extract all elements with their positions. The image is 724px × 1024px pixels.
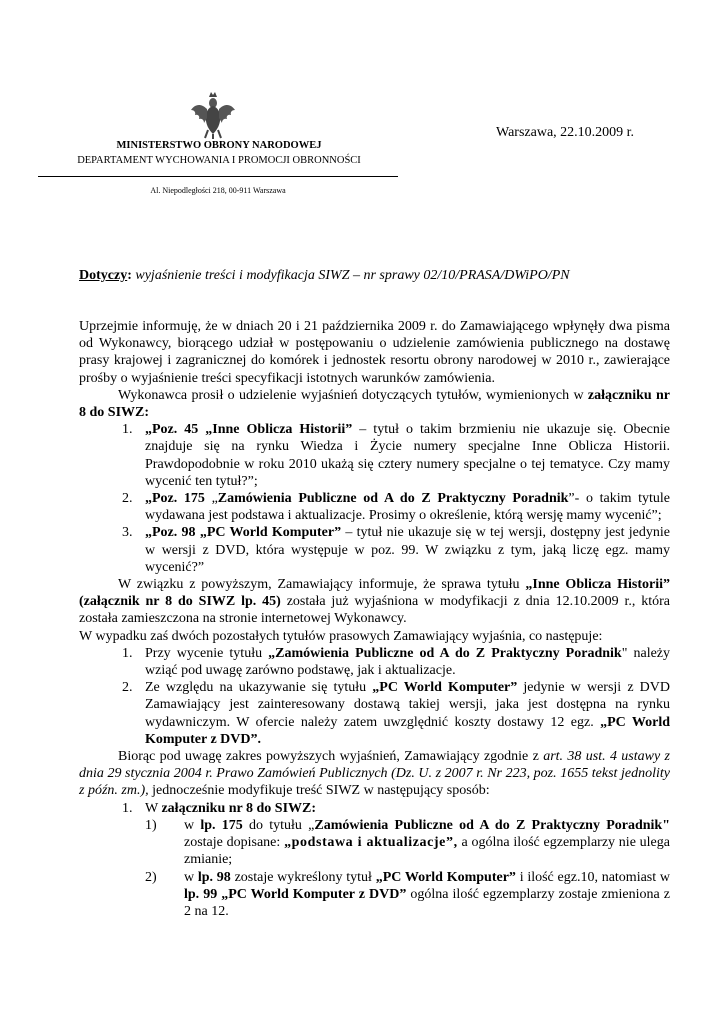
sub-1-text-a: w	[184, 817, 201, 833]
sublist-number: 1)	[145, 817, 157, 833]
sub-1-position: lp. 175	[200, 817, 243, 833]
answer-2-rest: jedynie w wersji z DVD Zamawiający jest zainteresowany dostawą takiej wersji, jaka jest dostępna na rynku wydawniczym. W ofercie należy zatem uwzględnić koszty dostawy 12 egz.	[145, 680, 670, 730]
modification-1-attachment: załączniku nr 8 do SIWZ:	[161, 800, 317, 816]
legal-basis: art. 38 ust. 4 ustawy z dnia 29 stycznia 2004 r. Prawo Zamówień Publicznych (Dz. U. z 2007 r. Nr 223, poz. 1655 tekst jednolity z późn. zm.),	[79, 749, 670, 799]
list-number: 1.	[122, 800, 133, 816]
question-1-title: „Poz. 45 „Inne Oblicza Historii”	[145, 422, 353, 438]
question-2-title: Zamówienia Publiczne od A do Z Praktyczny Poradnik	[217, 491, 569, 507]
sub-2-text-b: zostaje wykreślony tytuł	[230, 869, 376, 885]
subject-label: Dotyczy	[79, 268, 128, 283]
department-name: DEPARTAMENT WYCHOWANIA I PROMOCJI OBRONNOŚCI	[77, 155, 361, 166]
sub-2-title: „PC World Komputer”	[375, 869, 516, 885]
subject-line	[79, 267, 670, 284]
sub-1-text-b: do tytułu „	[242, 817, 315, 833]
modification-intro-rest: jednocześnie modyfikuje treść SIWZ w następujący sposób:	[148, 783, 490, 799]
modification-1-text: W	[145, 800, 162, 816]
ministry-name: MINISTERSTWO OBRONY NARODOWEJ	[116, 140, 322, 151]
letter-body	[79, 318, 670, 920]
modification-subitem-1	[79, 817, 670, 869]
ministry-address: Al. Niepodległości 218, 00-911 Warszawa	[150, 186, 286, 195]
sub-1-text-d: a ogólna ilość egzemplarzy nie ulega zmianie;	[184, 835, 670, 868]
question-item-2	[79, 490, 670, 524]
answer-intro-title-ref: „Inne Oblicza Historii” (załącznik nr 8 do SIWZ lp. 45)	[79, 577, 671, 610]
request-paragraph	[79, 387, 670, 421]
answer-intro-rest: została już wyjaśniona w modyfikacji z dnia 12.10.2009 r., która została zamieszczona na stronie internetowej Wykonawcy.	[79, 594, 670, 627]
question-2-text: ”- o takim tytule wydawana jest podstawa i aktualizacje. Prosimy o określenie, którą wersję mamy wycenić”;	[145, 491, 670, 524]
request-text: Wykonawca prosił o udzielenie wyjaśnień dotyczących tytułów, wymienionych w	[118, 387, 588, 403]
answer-intro-text: W związku z powyższym, Zamawiający informuje, że sprawa tytułu	[118, 577, 526, 593]
answer-1-text: Przy wycenie tytułu	[145, 645, 269, 661]
list-number: 2.	[122, 491, 133, 507]
sublist-number: 2)	[145, 869, 157, 885]
list-number: 2.	[122, 680, 133, 696]
sub-1-text-c: zostaje dopisane:	[184, 835, 285, 851]
request-attachment-ref: załączniku nr 8 do SIWZ:	[79, 387, 670, 421]
modification-intro-text: Biorąc pod uwagę zakres powyższych wyjaśnień, Zamawiający zgodnie z	[118, 749, 544, 765]
question-2-quote: „	[211, 491, 218, 507]
answer-1-rest: " należy wziąć pod uwagę zarówno podstawę, jak i aktualizacje.	[145, 645, 671, 679]
polish-eagle-emblem-icon	[190, 90, 236, 140]
sub-2-position: lp. 98	[197, 869, 231, 885]
sub-2-text-a: w	[184, 869, 198, 885]
answer-item-1	[79, 645, 670, 679]
sub-2-text-d: ogólna ilość egzemplarzy zostaje zmieniona z 2 na 12.	[184, 886, 670, 919]
sub-2-new-position: lp. 99 „PC World Komputer z DVD”	[184, 886, 407, 902]
question-3-text: – tytuł nie ukazuje się w tej wersji, dostępny jest jedynie w wersji z DVD, która występuje w poz. 99. W związku z tym, jaką liczę egz. mamy wycenić?”	[145, 525, 670, 575]
answer-2-title: „PC World Komputer”	[372, 680, 518, 696]
answer-item-2	[79, 679, 670, 748]
question-item-1	[79, 421, 670, 490]
subject-text: wyjaśnienie treści i modyfikacja SIWZ – nr sprawy 02/10/PRASA/DWiPO/PN	[131, 268, 570, 283]
modification-intro-paragraph	[79, 748, 670, 800]
place-and-date: Warszawa, 22.10.2009 r.	[496, 125, 635, 140]
sub-2-text-c: i ilość egz.10, natomiast w	[515, 869, 670, 885]
answer-2-text: Ze względu na ukazywanie się tytułu	[145, 680, 373, 696]
question-3-title: „Poz. 98 „PC World Komputer”	[145, 525, 342, 541]
sub-1-addition: „podstawa i aktualizacje”,	[284, 835, 458, 851]
list-number: 1.	[122, 422, 133, 438]
header-divider	[38, 176, 398, 177]
sub-1-title: Zamówienia Publiczne od A do Z Praktyczny Poradnik"	[314, 817, 670, 833]
answer-intro-paragraph	[79, 576, 670, 628]
modification-item-1	[79, 800, 670, 817]
explanation-paragraph: W wypadku zaś dwóch pozostałych tytułów prasowych Zamawiający wyjaśnia, co następuje:	[79, 628, 603, 644]
answer-1-title: „Zamówienia Publiczne od A do Z Praktyczny Poradnik	[268, 645, 622, 661]
question-item-3	[79, 524, 670, 576]
list-number: 3.	[122, 525, 133, 541]
answer-2-dvd-title: „PC World Komputer z DVD”.	[145, 714, 670, 747]
list-number: 1.	[122, 645, 133, 661]
question-2-position: „Poz. 175	[145, 491, 212, 507]
intro-paragraph: Uprzejmie informuję, że w dniach 20 i 21 października 2009 r. do Zamawiającego wpłynęły dwa pisma od Wykonawcy, biorącego udział w postępowaniu o udzielenie zamówienia publicznego na dostawę prasy krajowej i zagranicznej do komórek i jednostek resortu obrony narodowej w 2010 r., zawierające prośby o wyjaśnienie treści specyfikacji istotnych warunków zamówienia.	[79, 319, 670, 386]
subject-colon: :	[127, 268, 132, 283]
modification-subitem-2	[79, 869, 670, 921]
question-1-text: – tytuł o takim brzmieniu nie ukazuje się. Obecnie znajduje się na rynku Wiedza i Życie numery specjalne Inne Oblicza Historii. Prawdopodobnie w roku 2010 ukażą się cztery numery specjalne o tej tematyce. Czy mamy wycenić ten tytuł?”;	[145, 422, 671, 489]
